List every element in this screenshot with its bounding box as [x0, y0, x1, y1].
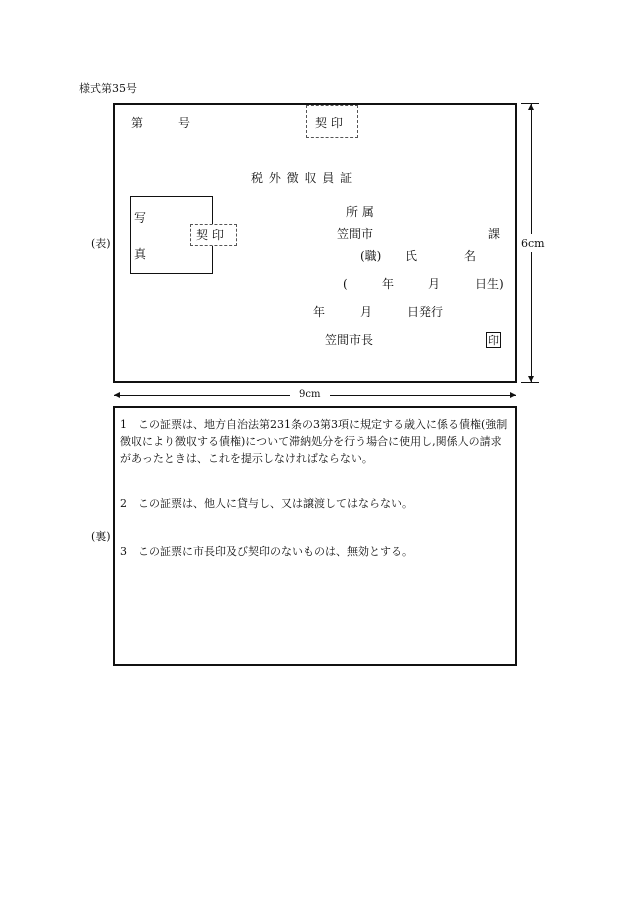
birth-year-label: 年	[382, 277, 395, 291]
issue-day-label: 日発行	[407, 305, 444, 319]
issuer-label: 笠間市長	[325, 333, 374, 347]
tally-seal-photo-label: 契 印	[196, 228, 224, 242]
birth-month-label: 月	[428, 277, 441, 291]
certificate-title: 税 外 徴 収 員 証	[251, 171, 354, 185]
back-item-2: 2 この証票は、他人に貸与し、又は譲渡してはならない。	[120, 497, 413, 510]
front-side-label: (表)	[91, 237, 111, 250]
city-department: 笠間市	[337, 227, 374, 241]
height-arrow-up-icon	[528, 104, 534, 110]
issue-month-label: 月	[360, 305, 373, 319]
number-suffix: 号	[178, 116, 191, 130]
name-label-1: 氏	[405, 249, 418, 263]
back-item-1: 1 この証票は、地方自治法第231条の3第3項に規定する歳入に係る債権(強制徴収により徴収する債権)について滞納処分を行う場合に使用し,関係人の請求があったときは、これを提示しなければならない。	[120, 418, 508, 465]
width-dimension-label: 9cm	[299, 389, 321, 400]
width-arrow-right-icon	[510, 392, 516, 398]
section-suffix: 課	[488, 227, 501, 241]
height-dim-bottom-tick	[521, 382, 539, 383]
back-side-label: (裏)	[91, 530, 111, 543]
mayor-stamp: 印	[488, 334, 499, 347]
birth-day-label: 日生)	[475, 277, 504, 291]
height-dim-line-upper	[531, 104, 532, 234]
photo-label-bottom: 真	[134, 247, 147, 261]
height-dim-line-lower	[531, 252, 532, 382]
width-dim-line-right	[330, 395, 516, 396]
back-item-3: 3 この証票に市長印及び契印のないものは、無効とする。	[120, 545, 413, 558]
width-arrow-left-icon	[114, 392, 120, 398]
height-dimension-label: 6cm	[521, 237, 545, 250]
issue-year-label: 年	[313, 305, 326, 319]
form-number-label: 様式第35号	[79, 82, 137, 95]
number-prefix: 第	[131, 116, 144, 130]
name-label-2: 名	[464, 249, 477, 263]
height-arrow-down-icon	[528, 376, 534, 382]
width-dim-line-left	[114, 395, 290, 396]
photo-label-top: 写	[134, 211, 147, 225]
job-title-label: (職)	[360, 249, 382, 263]
tally-seal-top-label: 契 印	[315, 116, 343, 130]
affiliation-label: 所 属	[346, 205, 374, 219]
birth-open-paren: (	[343, 277, 348, 291]
